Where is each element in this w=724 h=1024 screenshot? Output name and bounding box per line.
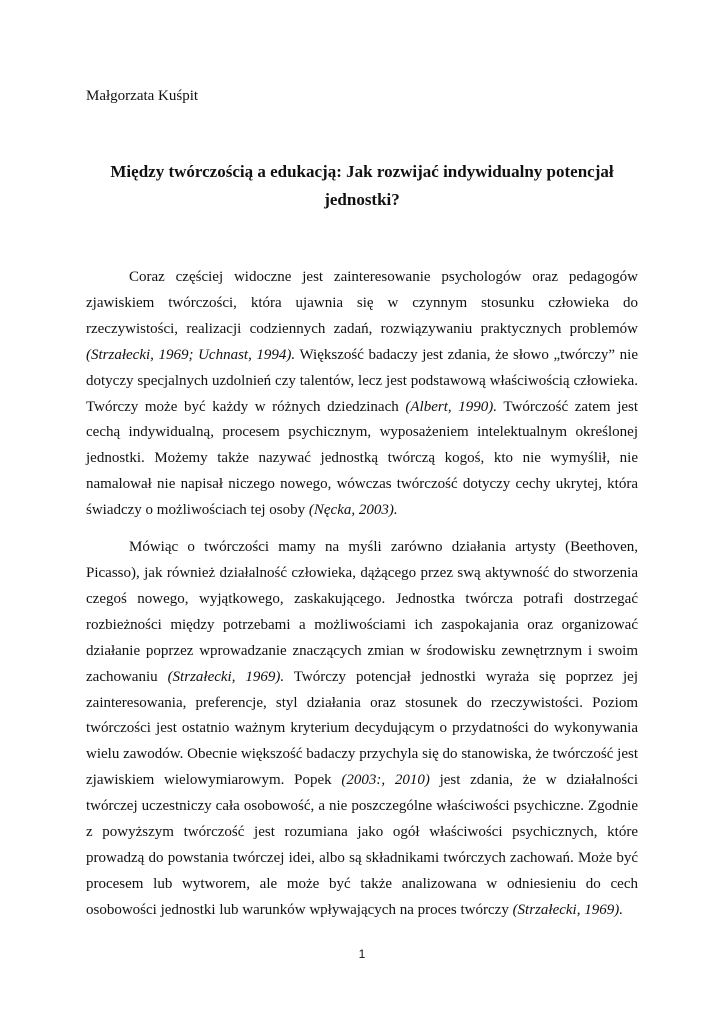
citation: (Nęcka, 2003). — [308, 502, 398, 519]
paragraph — [86, 535, 638, 924]
paragraph-text: Mówiąc o twórczości mamy na myśli zarówno działania artysty (Beethoven, Picasso), jak również działalność człowieka, dążącego przez swą aktywność do stworzenia czegoś nowego, wyjątkowego, zaskakującego. Jednostka twórcza potrafi dostrzegać rozbieżności między potrzebami a możliwościami ich zaspokajania oraz organizować działanie poprzez wprowadzanie znaczących zmian w środowisku zewnętrznym i swoim zachowaniu — [86, 539, 638, 685]
citation: (2003:, 2010) — [341, 772, 430, 789]
paragraph — [86, 265, 638, 524]
paragraph-text: Coraz częściej widoczne jest zainteresowanie psychologów oraz pedagogów zjawiskiem twórczości, która ujawnia się w czynnym stosunku człowieka do rzeczywistości, realizacji codziennych zadań, rozwiązywaniu praktycznych problemów — [86, 269, 638, 337]
paragraph-text: Twórczy potencjał jednostki wyraża się poprzez jej zainteresowania, preferencje, styl działania oraz stosunek do rzeczywistości. Poziom twórczości jest ostatnio ważnym kryterium decydującym o przydatności do wykonywania wielu zawodów. Obecnie większość badaczy przychyla się do stanowiska, że twórczość jest zjawiskiem wielowymiarowym. Popek — [86, 668, 639, 789]
page-number: 1 — [358, 947, 366, 961]
paragraph-text: Większość badaczy jest zdania, że słowo „twórczy” nie dotyczy specjalnych uzdolnień czy talentów, lecz jest podstawową właściwością człowieka. Twórczy może być każdy w różnych dziedzinach — [86, 346, 638, 415]
author-name: Małgorzata Kuśpit — [86, 88, 199, 104]
paragraph-text: jest zdania, że w działalności twórczej uczestniczy cała osobowość, a nie poszczególne właściwości psychiczne. Zgodnie z powyższym twórczość jest rozumiana jako ogół właściwości psychicznych, które prowadzą do powstania twórczej idei, albo są składnikami twórczych zachowań. Może być procesem lub wytworem, ale może być także analizowana w odniesieniu do cech osobowości jednostki lub warunków wpływających na proces twórczy — [86, 772, 638, 918]
citation: (Strzałecki, 1969). — [167, 668, 285, 685]
citation: (Strzałecki, 1969; Uchnast, 1994). — [86, 346, 296, 363]
paragraph-text: Twórczość zatem jest cechą indywidualną, procesem psychicznym, wyposażeniem intelektualnym określonej jednostki. Możemy także nazywać jednostką twórczą kogoś, kto nie wymyślił, nie namalował nie napisał niczego nowego, wówczas twórczość dotyczy cechy ukrytej, która świadczy o możliwościach tej osoby — [86, 398, 639, 519]
document-title: Między twórczością a edukacją: Jak rozwijać indywidualny potencjał jednostki? — [110, 162, 614, 209]
citation: (Albert, 1990). — [405, 398, 498, 415]
document-body — [86, 265, 638, 924]
citation: (Strzałecki, 1969). — [512, 901, 623, 918]
